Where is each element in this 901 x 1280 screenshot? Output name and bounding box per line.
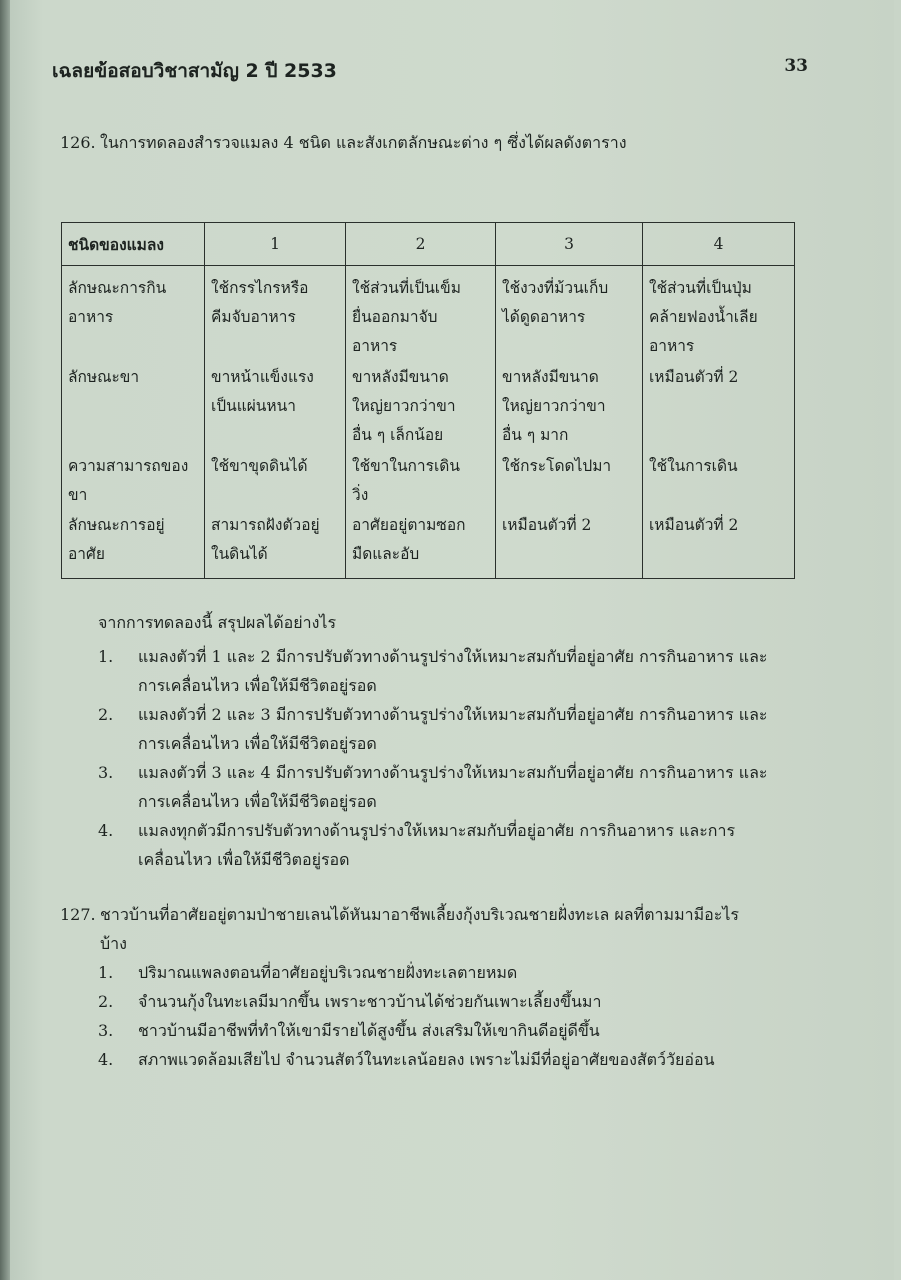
- cell-line: เหมือนตัวที่ 2: [649, 367, 739, 386]
- cell-line: เหมือนตัวที่ 2: [502, 516, 592, 535]
- question-line: บ้าง: [100, 934, 127, 953]
- cell-line: ลักษณะการอยู่: [68, 516, 165, 535]
- cell-line: ลักษณะการกิน: [68, 279, 167, 297]
- row-label-cell: [62, 266, 205, 363]
- table-cell: [205, 511, 346, 578]
- table-header-cell: 2: [346, 223, 496, 266]
- cell-line: ลักษณะขา: [68, 367, 140, 386]
- question-126: [60, 128, 820, 158]
- cell-line: ใช้งวงที่ม้วนเก็บ: [502, 279, 609, 297]
- table-header-row: [62, 223, 795, 266]
- option-line: การเคลื่อนไหว เพื่อให้มีชีวิตอยู่รอด: [138, 734, 377, 753]
- cell-line: ใหญ่ยาวกว่าขา: [502, 396, 606, 415]
- answer-option: [98, 700, 808, 758]
- row-label-cell: [62, 452, 205, 511]
- option-text: ปริมาณแพลงตอนที่อาศัยอยู่บริเวณชายฝั่งทะเลตายหมด: [138, 963, 518, 982]
- row-label-cell: [62, 511, 205, 578]
- binding-shadow: [0, 0, 10, 1280]
- cell-line: ขาหน้าแข็งแรง: [211, 367, 314, 386]
- table-header-cell: 1: [205, 223, 346, 266]
- cell-line: ได้ดูดอาหาร: [502, 308, 586, 326]
- cell-line: ขาหลังมีขนาด: [502, 367, 599, 386]
- options-127: [98, 958, 808, 1074]
- option-line: เคลื่อนไหว เพื่อให้มีชีวิตอยู่รอด: [138, 850, 350, 869]
- cell-line: อาศัยอยู่ตามซอก: [352, 516, 466, 535]
- row-label-cell: [62, 363, 205, 453]
- table-cell: [643, 363, 795, 453]
- cell-line: อื่น ๆ เล็กน้อย: [352, 425, 444, 444]
- cell-line: มืดและอับ: [352, 545, 420, 564]
- cell-line: คล้ายฟองน้ำเลีย: [649, 308, 758, 326]
- cell-line: ขาหลังมีขนาด: [352, 367, 449, 386]
- cell-line: อื่น ๆ มาก: [502, 425, 569, 444]
- answer-option: [98, 642, 808, 700]
- option-text: สภาพแวดล้อมเสียไป จำนวนสัตว์ในทะเลน้อยลง เพราะไม่มีที่อยู่อาศัยของสัตว์วัยอ่อน: [138, 1050, 715, 1069]
- option-number: 2.: [98, 705, 114, 724]
- table-cell: [205, 452, 346, 511]
- cell-line: คีมจับอาหาร: [211, 308, 296, 326]
- table-row: [62, 266, 795, 363]
- cell-line: ยื่นออกมาจับ: [352, 308, 438, 326]
- table-row: [62, 452, 795, 511]
- option-line: การเคลื่อนไหว เพื่อให้มีชีวิตอยู่รอด: [138, 792, 377, 811]
- option-line: การเคลื่อนไหว เพื่อให้มีชีวิตอยู่รอด: [138, 676, 377, 695]
- option-line: แมลงทุกตัวมีการปรับตัวทางด้านรูปร่างให้เหมาะสมกับที่อยู่อาศัย การกินอาหาร และการ: [138, 821, 736, 840]
- cell-line: ใช้ส่วนที่เป็นเข็ม: [352, 279, 461, 297]
- cell-line: อาหาร: [68, 308, 114, 326]
- insect-table: [61, 222, 795, 579]
- question-text: [100, 900, 820, 958]
- cell-line: ใช้กระโดดไปมา: [502, 457, 612, 476]
- table-cell: [346, 511, 496, 578]
- table-cell: [496, 511, 643, 578]
- cell-line: ใหญ่ยาวกว่าขา: [352, 396, 456, 415]
- question-number: 126.: [60, 133, 96, 152]
- option-text: ชาวบ้านมีอาชีพที่ทำให้เขามีรายได้สูงขึ้น ส่งเสริมให้เขากินดีอยู่ดีขึ้น: [138, 1021, 600, 1040]
- table-row: [62, 511, 795, 578]
- table-cell: [496, 363, 643, 453]
- cell-line: ใช้กรรไกรหรือ: [211, 279, 309, 297]
- cell-line: อาหาร: [352, 337, 398, 355]
- page: [8, 0, 894, 1280]
- question-text: ในการทดลองสำรวจแมลง 4 ชนิด และสังเกตลักษณะต่าง ๆ ซึ่งได้ผลดังตาราง: [100, 133, 627, 152]
- option-number: 3.: [98, 763, 114, 782]
- table-header-cell: 3: [496, 223, 643, 266]
- cell-line: ในดินได้: [211, 545, 268, 564]
- table-cell: [643, 452, 795, 511]
- answer-option: [98, 1045, 808, 1074]
- table-cell: [496, 452, 643, 511]
- options-126: [98, 642, 808, 874]
- question-127: [60, 900, 820, 960]
- cell-line: เหมือนตัวที่ 2: [649, 516, 739, 535]
- option-line: แมลงตัวที่ 1 และ 2 มีการปรับตัวทางด้านรูปร่างให้เหมาะสมกับที่อยู่อาศัย การกินอาหาร และ: [138, 647, 768, 666]
- option-number: 1.: [98, 647, 114, 666]
- cell-line: ใช้ในการเดิน: [649, 457, 738, 476]
- cell-line: อาหาร: [649, 337, 695, 355]
- table-row: [62, 363, 795, 453]
- table-cell: [643, 511, 795, 578]
- cell-line: ความสามารถของ: [68, 457, 189, 476]
- cell-line: ขา: [68, 486, 88, 505]
- cell-line: ใช้ขาในการเดิน: [352, 457, 460, 476]
- option-number: 3.: [98, 1021, 114, 1040]
- table-header-cell: ชนิดของแมลง: [62, 223, 205, 266]
- option-number: 1.: [98, 963, 114, 982]
- table-cell: [346, 266, 496, 363]
- option-number: 4.: [98, 821, 114, 840]
- table-cell: [205, 266, 346, 363]
- cell-line: สามารถฝังตัวอยู่: [211, 516, 320, 535]
- table-header-cell: 4: [643, 223, 795, 266]
- table-cell: [205, 363, 346, 453]
- option-line: แมลงตัวที่ 3 และ 4 มีการปรับตัวทางด้านรูปร่างให้เหมาะสมกับที่อยู่อาศัย การกินอาหาร และ: [138, 763, 768, 782]
- cell-line: อาศัย: [68, 545, 105, 564]
- table-cell: [643, 266, 795, 363]
- table-cell: [496, 266, 643, 363]
- cell-line: เป็นแผ่นหนา: [211, 396, 296, 415]
- question-line: ชาวบ้านที่อาศัยอยู่ตามป่าชายเลนได้หันมาอาชีพเลี้ยงกุ้งบริเวณชายฝั่งทะเล ผลที่ตามมามีอะไร: [100, 905, 739, 924]
- answer-option: [98, 958, 808, 987]
- page-header: [52, 56, 808, 86]
- answer-option: [98, 816, 808, 874]
- header-title: เฉลยข้อสอบวิชาสามัญ 2 ปี 2533: [52, 60, 337, 82]
- option-number: 2.: [98, 992, 114, 1011]
- cell-line: วิ่ง: [352, 486, 369, 505]
- page-number: 33: [784, 56, 808, 76]
- answer-option: [98, 758, 808, 816]
- option-number: 4.: [98, 1050, 114, 1069]
- conclusion-question: จากการทดลองนี้ สรุปผลได้อย่างไร: [98, 613, 337, 632]
- table-cell: [346, 363, 496, 453]
- table-cell: [346, 452, 496, 511]
- question-number: 127.: [60, 905, 96, 924]
- option-text: จำนวนกุ้งในทะเลมีมากขึ้น เพราะชาวบ้านได้ช่วยกันเพาะเลี้ยงขึ้นมา: [138, 992, 602, 1011]
- answer-option: [98, 987, 808, 1016]
- cell-line: ใช้ส่วนที่เป็นปุ่ม: [649, 279, 752, 297]
- answer-option: [98, 1016, 808, 1045]
- cell-line: ใช้ขาขุดดินได้: [211, 457, 308, 476]
- option-line: แมลงตัวที่ 2 และ 3 มีการปรับตัวทางด้านรูปร่างให้เหมาะสมกับที่อยู่อาศัย การกินอาหาร และ: [138, 705, 768, 724]
